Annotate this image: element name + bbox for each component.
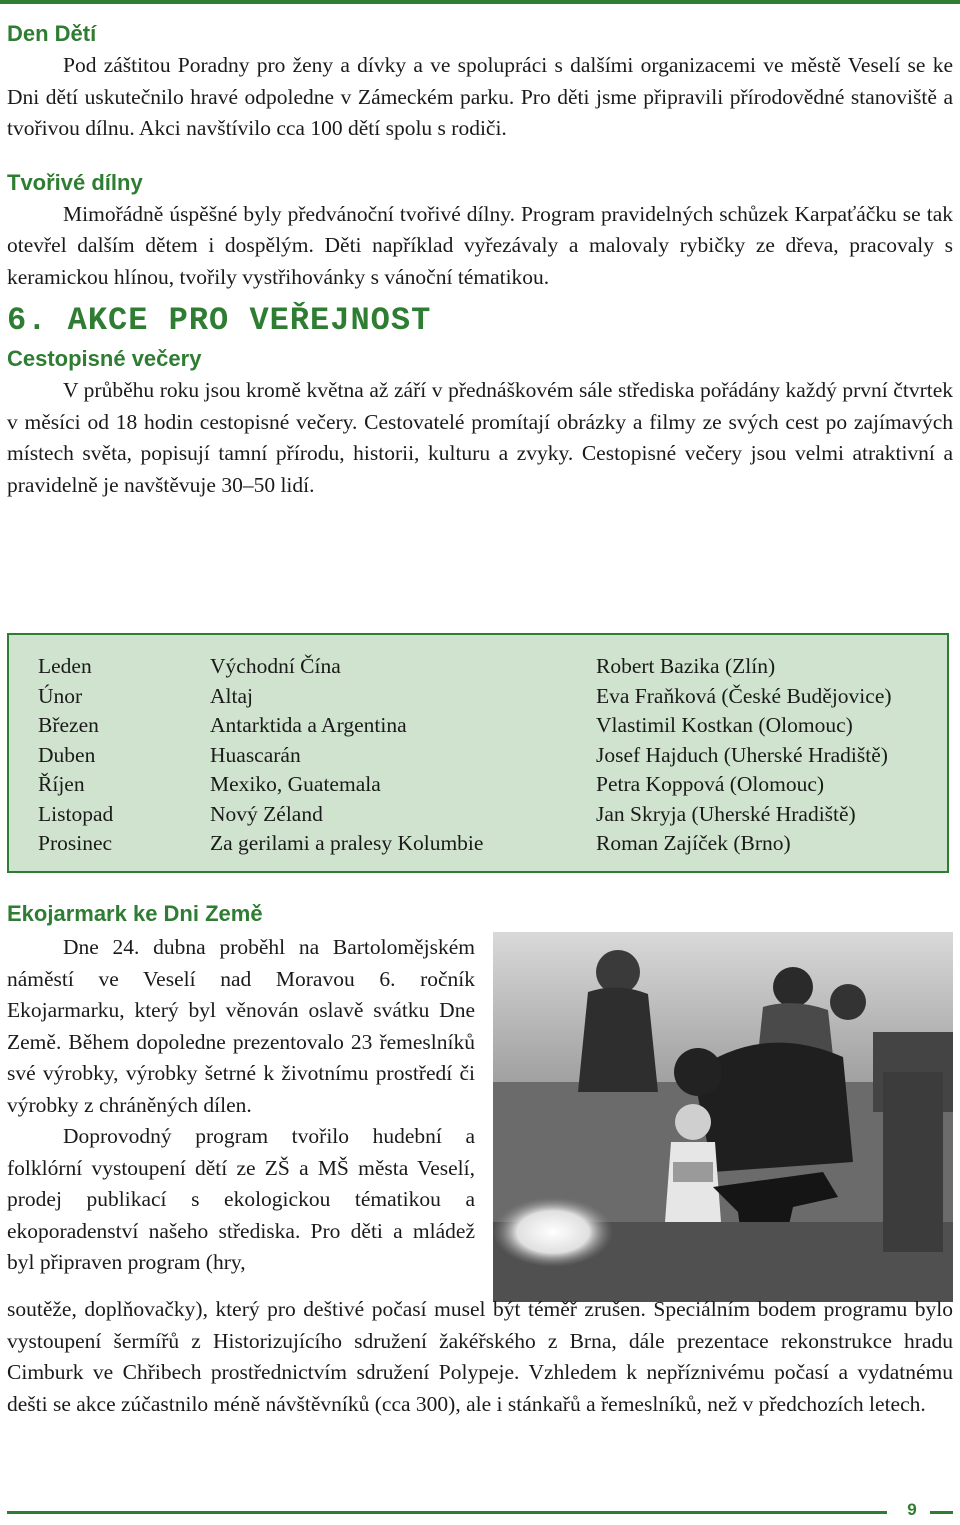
heading-tvorive-dilny: Tvořivé dílny: [7, 169, 143, 195]
footer-rule: [7, 1511, 887, 1514]
heading-den-deti: Den Dětí: [7, 21, 97, 46]
speaker-cell: Roman Zajíček (Brno): [596, 831, 791, 855]
ekojarmark-continuation: [7, 1294, 953, 1420]
table-row: [9, 651, 947, 681]
paragraph-ekojarmark-2: Doprovodný program tvořilo hudební a folklórní vystoupení dětí ze ZŠ a MŠ města Veselí, prodej publikací s ekologickou tématikou a ekoporadenství našeho střediska. Pro děti a mládež byl připraven program (hry,: [7, 1124, 475, 1274]
month-cell: Březen: [38, 713, 99, 737]
month-cell: Duben: [38, 742, 96, 767]
chapter-title: 6. AKCE PRO VEŘEJNOST: [7, 302, 432, 339]
ekojarmark-column: [7, 932, 475, 1279]
speaker-cell: Vlastimil Kostkan (Olomouc): [596, 713, 853, 737]
table-row: [9, 769, 947, 799]
month-cell: Listopad: [38, 801, 114, 826]
month-cell: Leden: [38, 654, 92, 678]
table-row: [9, 828, 947, 858]
heading-ekojarmark: Ekojarmark ke Dni Země: [7, 901, 263, 926]
top-rule: [0, 0, 960, 4]
paragraph-ekojarmark-1: Dne 24. dubna proběhl na Bartolomějském náměstí ve Veselí nad Moravou 6. ročník Ekojarmarku, který byl věnován oslavě svátku Dne Země. Během dopoledne prezentovalo 23 řemeslníků své výrobky, výrobky šetrné k životnímu prostředí či výrobky z chráněných dílen.: [7, 935, 475, 1117]
month-cell: Únor: [38, 683, 83, 708]
topic-cell: Východní Čína: [210, 654, 341, 678]
page-content: [7, 18, 953, 501]
month-cell: Prosinec: [38, 831, 113, 855]
footer-rule-end: [930, 1511, 953, 1514]
topic-cell: Antarktida a Argentina: [210, 713, 407, 737]
heading-cestopisne: Cestopisné večery: [7, 346, 202, 371]
table-row: [9, 710, 947, 740]
schedule-table: [7, 633, 949, 873]
table-row: [9, 740, 947, 770]
speaker-cell: Robert Bazika (Zlín): [596, 654, 776, 678]
speaker-cell: Eva Fraňková (České Budějovice): [596, 683, 892, 708]
paragraph-ekojarmark-3: soutěže, doplňovačky), který pro deštivé počasí musel být téměř zrušen. Speciálním bodem programu bylo vystoupení šermířů z Historizujícího sdružení žakéřského z Brna, dále prezentace rekonstrukce hradu Cimburk ve Chřibech prostřednictvím sdružení Polypeje. Vzhledem k nepříznivému počasí a vydatnému dešti se akce zúčastnilo méně návštěvníků (cca 300), ale i stánkařů a řemeslníků, než v předchozích letech.: [7, 1297, 953, 1416]
page-number: 9: [907, 1500, 917, 1519]
speaker-cell: Petra Koppová (Olomouc): [596, 772, 825, 796]
speaker-cell: Jan Skryja (Uherské Hradiště): [596, 801, 856, 826]
topic-cell: Nový Zéland: [210, 801, 323, 826]
paragraph-cestopisne: V průběhu roku jsou kromě května až září v přednáškovém sále střediska pořádány každý první čtvrtek v měsíci od 18 hodin cestopisné večery. Cestovatelé promítají obrázky a filmy ze svých cest po zajímavých místech světa, popisují tamní přírodu, historii, kulturu a zvyky. Cestopisné večery jsou velmi atraktivní a pravidelně je navštěvuje 30–50 lidí.: [7, 378, 953, 497]
table-row: [9, 799, 947, 829]
paragraph-den-deti: Pod záštitou Poradny pro ženy a dívky a ve spolupráci s dalšími organizacemi ve městě Veselí se ke Dni dětí uskutečnilo hravé odpoledne v Zámeckém parku. Pro děti jsme připravili přírodovědné stanoviště a tvořivou dílnu. Akci navštívilo cca 100 dětí spolu s rodiči.: [7, 53, 953, 140]
month-cell: Říjen: [38, 772, 85, 796]
table-row: [9, 681, 947, 711]
speaker-cell: Josef Hajduch (Uherské Hradiště): [596, 742, 888, 767]
topic-cell: Altaj: [210, 683, 253, 708]
topic-cell: Huascarán: [210, 742, 301, 767]
topic-cell: Mexiko, Guatemala: [210, 772, 381, 796]
ekojarmark-photo: [493, 932, 953, 1302]
topic-cell: Za gerilami a pralesy Kolumbie: [210, 831, 484, 855]
paragraph-tvorive-dilny: Mimořádně úspěšné byly předvánoční tvořivé dílny. Program pravidelných schůzek Karpaťáčku se tak otevřel dalším dětem i dospělým. Děti například vyřezávaly a malovaly rybičky ze dřeva, pracovaly s keramickou hlínou, tvořily vystřihovánky s vánoční tématikou.: [7, 201, 953, 289]
